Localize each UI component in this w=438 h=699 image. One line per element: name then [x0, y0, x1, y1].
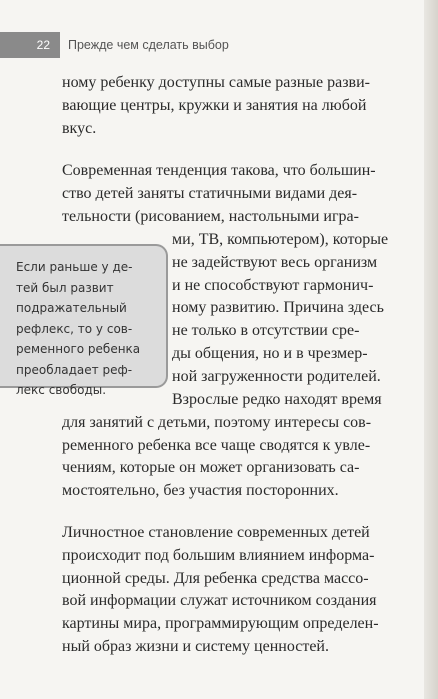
sidebar-line: преобладает реф- [16, 362, 133, 377]
text-line: ство детей заняты статичными видами дея- [62, 184, 358, 202]
text-line: ный образ жизни и систему ценностей. [62, 637, 329, 655]
paragraph-2-end [62, 389, 402, 503]
text-line: ми, ТВ, компьютером), которые [172, 231, 389, 248]
text-line: для занятий с детьми, поэтому интересы сов- [62, 413, 372, 431]
text-line: ды общения, но и в чрезмер- [172, 344, 368, 362]
text-line: картины мира, программирующим определен- [62, 615, 379, 633]
paragraph-1 [62, 72, 402, 140]
paragraph-2-start [62, 160, 402, 228]
sidebar-line: лекс свободы. [16, 383, 107, 397]
sidebar-line: Если раньше у де- [16, 260, 133, 274]
page-number: 22 [0, 32, 60, 58]
text-line: ному ребенку доступны самые разные разви- [62, 74, 370, 91]
text-line: ционной среды. Для ребенка средства массо- [62, 569, 369, 587]
text-line: не задействуют весь организм [172, 253, 378, 271]
text-line: тельности (рисованием, настольными игра- [62, 207, 359, 225]
text-line: ременного ребенка все чаще сводятся к увле- [62, 436, 371, 454]
running-title: Прежде чем сделать выбор [68, 38, 229, 52]
text-line: ной загруженности родителей. [172, 367, 381, 385]
text-line: происходит под большим влиянием информа- [62, 546, 375, 564]
page-header [0, 32, 438, 58]
text-line: мостоятельно, без участия посторонних. [62, 482, 339, 500]
sidebar-line: ременного ребенка [16, 342, 141, 356]
text-line: Взрослые редко находят время [172, 391, 382, 408]
text-line: вающие центры, кружки и занятия на любой [62, 96, 367, 114]
text-line: вой информации служат источником создания [62, 592, 377, 610]
text-line: не только в отсутствии сре- [172, 322, 360, 340]
text-line: чениям, которые он может организовать са- [62, 459, 360, 477]
sidebar-line: рефлекс, то у сов- [16, 321, 133, 336]
text-line: ному развитию. Причина здесь [172, 299, 384, 317]
paragraph-3 [62, 522, 402, 659]
sidebar-line: тей был развит [16, 280, 114, 295]
text-line: и не способствуют гармонич- [172, 276, 374, 294]
sidebar-text [16, 257, 158, 401]
text-line: вкус. [62, 119, 97, 137]
text-line: Личностное становление современных детей [62, 524, 370, 541]
paragraph-2-wrapped [172, 229, 402, 389]
page-edge [424, 0, 438, 699]
sidebar-line: подражательный [16, 301, 127, 315]
sidebar-callout [0, 244, 168, 397]
text-line: Современная тенденция такова, что большин- [62, 162, 376, 179]
